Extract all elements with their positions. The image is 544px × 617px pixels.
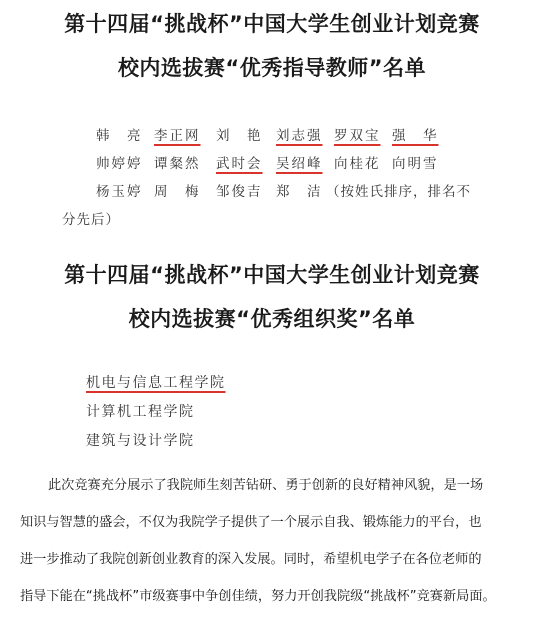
section2-title-line2: 校内选拔赛“优秀组织奖”名单 [128, 307, 416, 331]
teacher-name-underlined: 刘志强 [276, 128, 323, 144]
teacher-name: 帅婷婷 [96, 156, 143, 172]
teacher-name: 周 梅 [154, 184, 201, 200]
teacher-name: 谭粲然 [154, 156, 201, 172]
paragraph-line-2: 知识与智慧的盛会，不仅为我院学子提供了一个展示自我、锻炼能力的平台，也 [20, 515, 482, 530]
teacher-name-underlined: 武时会 [216, 156, 263, 172]
teacher-name-underlined: 强 华 [392, 128, 439, 144]
teacher-name-underlined: 吴绍峰 [276, 156, 323, 172]
teacher-name: 杨玉婷 [96, 184, 143, 200]
paragraph-line-3: 进一步推动了我院创新创业教育的深入发展。同时，希望机电学子在各位老师的 [20, 552, 482, 567]
section1-title-line2: 校内选拔赛“优秀指导教师”名单 [117, 56, 427, 80]
unit-item-underlined: 机电与信息工程学院 [86, 375, 226, 391]
ordering-note: （按姓氏排序，排名不 [326, 184, 471, 200]
teacher-name-underlined: 李正网 [154, 128, 201, 144]
paragraph-line-1: 此次竞赛充分展示了我院师生刻苦钻研、勇于创新的良好精神风貌，是一场 [48, 478, 484, 493]
paragraph-line-4: 指导下能在“挑战杯”市级赛事中争创佳绩，努力开创我院级“挑战杯”竞赛新局面。 [20, 589, 496, 604]
teacher-name: 向明雪 [392, 156, 439, 172]
unit-item: 建筑与设计学院 [86, 433, 195, 449]
teacher-name: 郑 洁 [276, 184, 323, 200]
teacher-name: 刘 艳 [216, 128, 263, 144]
ordering-note-continued: 分先后） [62, 212, 120, 228]
unit-item: 计算机工程学院 [86, 404, 195, 420]
teacher-name: 韩 亮 [96, 128, 143, 144]
teacher-name: 邹俊吉 [216, 184, 263, 200]
section2-title-line1: 第十四届“挑战杯”中国大学生创业计划竞赛 [64, 263, 480, 287]
teacher-name: 向桂花 [334, 156, 381, 172]
teacher-name-underlined: 罗双宝 [334, 128, 381, 144]
section1-title-line1: 第十四届“挑战杯”中国大学生创业计划竞赛 [64, 12, 480, 36]
